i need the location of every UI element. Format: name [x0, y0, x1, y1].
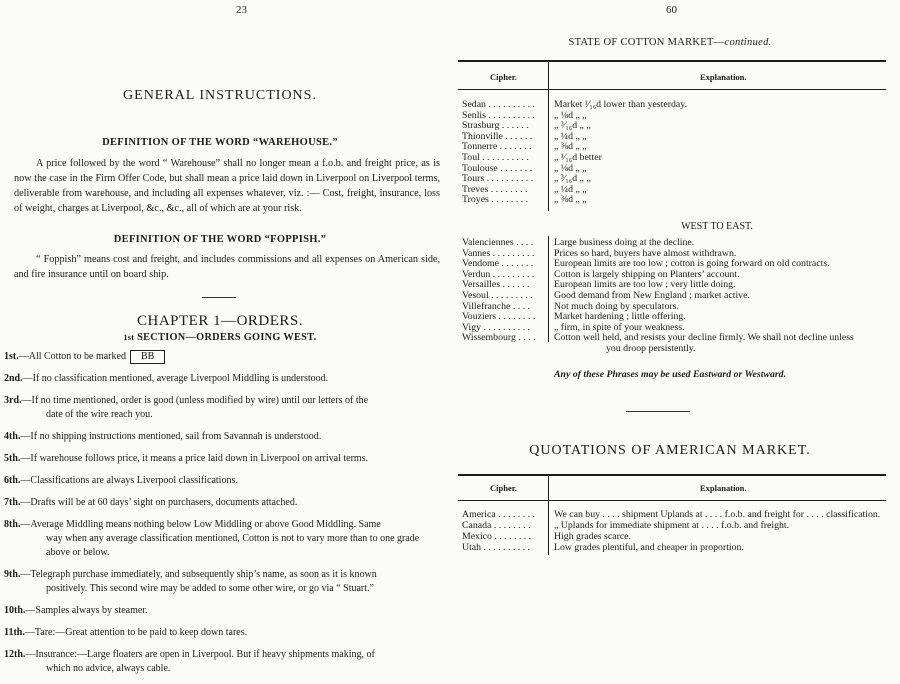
cipher-word: Toul . . . . . . . . . . — [462, 152, 529, 163]
cipher-word: Verdun . . . . . . . . . — [462, 269, 535, 280]
explanation-text: Low grades plentiful, and cheaper in proportion. — [554, 542, 744, 553]
cipher-word: Utah . . . . . . . . . . — [462, 542, 531, 553]
explanation-cell — [548, 121, 882, 132]
general-instructions-title: GENERAL INSTRUCTIONS. — [123, 88, 317, 103]
section-prefix: 1st — [123, 333, 135, 342]
explanation-text: European limits are too low ; cotton is going forward on old contracts. — [554, 258, 830, 270]
west-to-east-heading: WEST TO EAST. — [681, 221, 753, 232]
explanation-cell — [548, 132, 882, 143]
order-number: 2nd. — [4, 373, 23, 384]
quote-header-rule — [458, 500, 886, 501]
table-header-rule — [458, 89, 886, 90]
page-number-right: 60 — [666, 4, 677, 16]
explanation-text: Cotton is largely shipping on Planters’ account. — [554, 268, 740, 280]
explanation-text: Cotton well held, and resists your decline firmly. We shall not decline unless — [554, 332, 854, 344]
cipher-word: Tonnerre . . . . . . . — [462, 142, 532, 153]
section-rest: SECTION—ORDERS GOING WEST. — [134, 332, 317, 343]
warehouse-text: A price followed by the word “ Warehouse” shall no longer mean a f.o.b. and freight price, as is now the case in the Firm Offer Code, but shall mean a price laid down in Liverpool on Liverpool terms, deliverable from warehouse, and including all expenses whatever, viz. :— Cost, freight, insurance, loss of weight, charges at Liverpool, &c., &c., all of which are at your risk. — [14, 158, 440, 214]
cipher-word: Sedan . . . . . . . . . . — [462, 100, 535, 110]
explanation-cell — [548, 185, 882, 196]
market-row — [462, 195, 882, 206]
explanation-cell — [548, 111, 882, 122]
explanation-text: Market ¹⁄₁₆d lower than yesterday. — [554, 99, 687, 110]
order-text-continued: way when any average classification mentioned, Cotton is not to vary more than to one grade above or below. — [46, 533, 420, 558]
order-text: —Average Middling means nothing below Low Middling or above Good Middling. Same — [20, 519, 381, 530]
explanation-text: „ ⅜d „ „ — [554, 141, 587, 153]
market-row — [462, 164, 882, 175]
order-text: —Telegraph purchase immediately, and subsequently ship’s name, as soon as it is known — [20, 569, 377, 580]
cipher-word: Versailles . . . . . . — [462, 280, 530, 291]
cipher-word: Vouziers . . . . . . . . — [462, 312, 536, 323]
quote-header-explanation: Explanation. — [700, 483, 747, 493]
explanation-text: Market hardening ; little offering. — [554, 311, 686, 323]
warehouse-heading: DEFINITION OF THE WORD “WAREHOUSE.” — [102, 137, 338, 148]
state-market-heading — [452, 37, 888, 48]
cipher-word: Mexico . . . . . . . . — [462, 531, 532, 542]
order-item — [4, 568, 444, 596]
explanation-cell — [548, 174, 882, 185]
cipher-word: Vendome . . . . . . . — [462, 259, 534, 270]
order-item — [4, 648, 444, 676]
explanation-text: Prices so hard, buyers have almost withdrawn. — [554, 247, 737, 259]
cipher-word: Wissembourg . . . . — [462, 333, 536, 344]
cipher-word: Troyes . . . . . . . . — [462, 195, 529, 206]
quote-table-top-rule — [458, 474, 886, 476]
order-number: 1st. — [4, 351, 19, 362]
explanation-text: „ ¹⁄₁₆d better — [554, 151, 602, 163]
order-text: —Classifications are always Liverpool classifications. — [20, 475, 238, 486]
order-text: —Tare:—Great attention to be paid to keep down tares. — [24, 627, 248, 638]
order-number: 5th. — [4, 453, 21, 464]
cipher-word: Senlis . . . . . . . . . . — [462, 110, 535, 121]
order-text-continued: positively. This second wire may be added to some other wire, or go via “ Stuart.” — [46, 583, 374, 594]
order-number: 11th. — [4, 627, 25, 638]
order-text: —Samples always by steamer. — [25, 605, 148, 616]
cipher-word: Strasburg . . . . . . — [462, 121, 529, 132]
order-item — [4, 518, 444, 560]
quote-row — [462, 520, 886, 531]
cipher-word: Vesoul . . . . . . . . . — [462, 290, 533, 301]
column-header-cipher: Cipher. — [490, 72, 517, 82]
foppish-text: “ Foppish” means cost and freight, and includes commissions and all expenses on American side, and fire insurance until on board ship. — [14, 254, 440, 280]
order-item — [4, 496, 444, 510]
quote-rows — [462, 509, 886, 553]
explanation-text: Large business doing at the decline. — [554, 237, 695, 248]
phrase-note: Any of these Phrases may be used Eastward or Westward. — [553, 369, 787, 380]
explanation-cell — [548, 509, 886, 520]
table-top-rule — [458, 60, 886, 62]
warehouse-paragraph — [14, 156, 440, 216]
cotton-marking-box: BB — [130, 350, 165, 364]
order-item — [4, 474, 444, 488]
column-header-explanation: Explanation. — [700, 72, 747, 82]
order-text: —All Cotton to be marked — [18, 351, 126, 362]
foppish-paragraph — [14, 252, 440, 282]
cipher-word: Vannes . . . . . . . . . — [462, 248, 535, 259]
order-number: 8th. — [4, 519, 21, 530]
order-number: 6th. — [4, 475, 21, 486]
market-row — [462, 174, 882, 185]
explanation-text: We can buy . . . . shipment Uplands at . . . . f.o.b. and freight for . . . . classification. — [554, 509, 881, 520]
explanation-text: Not much doing by speculators. — [554, 300, 679, 312]
explanation-text: „ firm, in spite of your weakness. — [554, 321, 685, 333]
order-item — [4, 430, 444, 444]
explanation-cell — [548, 333, 882, 354]
left-page — [0, 0, 452, 674]
state-heading-main: STATE OF COTTON MARKET— — [568, 37, 725, 48]
market-row — [462, 153, 882, 164]
explanation-cell — [548, 520, 886, 531]
section-title — [0, 332, 440, 343]
order-item — [4, 604, 444, 618]
order-text-continued: date of the wire reach you. — [46, 409, 153, 420]
order-number: 3rd. — [4, 395, 22, 406]
cipher-word: Canada . . . . . . . . — [462, 520, 531, 531]
order-text: —Drafts will be at 60 days’ sight on purchasers, documents attached. — [20, 497, 298, 508]
cipher-word: Toulouse . . . . . . . — [462, 163, 533, 174]
order-number: 10th. — [4, 605, 26, 616]
explanation-text: Good demand from New England ; market active. — [554, 289, 750, 301]
state-heading-continued: continued. — [724, 37, 772, 48]
explanation-cell — [548, 195, 882, 206]
order-text: —If warehouse follows price, it means a price laid down in Liverpool on arrival terms. — [20, 453, 369, 464]
cipher-word: Thionville . . . . . . — [462, 131, 533, 142]
cipher-word: Treves . . . . . . . . — [462, 184, 528, 195]
quote-header-cipher: Cipher. — [490, 483, 517, 493]
explanation-text: „ ³⁄₁₆d „ „ — [554, 120, 591, 132]
explanation-cell — [548, 164, 882, 175]
cipher-word: America . . . . . . . . — [462, 509, 535, 520]
order-number: 9th. — [4, 569, 21, 580]
west-row — [462, 333, 882, 354]
order-item — [4, 394, 444, 422]
explanation-text: High grades scarce. — [554, 531, 631, 542]
market-rows — [462, 100, 882, 206]
explanation-cell — [548, 153, 882, 164]
order-item — [4, 452, 444, 466]
explanation-text: „ ⅜d „ „ — [554, 194, 587, 206]
explanation-text: „ Uplands for immediate shipment at . . . . f.o.b. and freight. — [554, 520, 790, 531]
explanation-text: „ ⅛d „ „ — [554, 162, 587, 174]
market-row — [462, 132, 882, 143]
cipher-word: Villefranche . . . . — [462, 301, 530, 312]
market-row — [462, 121, 882, 132]
order-text: —If no shipping instructions mentioned, sail from Savannah is understood. — [20, 431, 322, 442]
explanation-text: „ ⅛d „ „ — [554, 109, 587, 121]
explanation-text: „ ³⁄₁₆d „ „ — [554, 173, 591, 185]
page-number-left: 23 — [236, 4, 247, 16]
order-text-continued: which no advice, always cable. — [46, 663, 171, 674]
order-item — [4, 372, 444, 386]
explanation-text: „ ¼d „ „ — [554, 130, 587, 142]
orders-list — [4, 350, 444, 684]
order-text: —If no time mentioned, order is good (unless modified by wire) until our letters of the — [21, 395, 369, 406]
cipher-word: Tours . . . . . . . . . . — [462, 174, 534, 185]
quote-row — [462, 509, 886, 520]
market-row — [462, 111, 882, 122]
order-number: 4th. — [4, 431, 21, 442]
market-row — [462, 185, 882, 196]
order-item — [4, 350, 444, 364]
market-row — [462, 100, 882, 111]
order-text: —Insurance:—Large floaters are open in Liverpool. But if heavy shipments making, of — [25, 649, 375, 660]
quote-row — [462, 531, 886, 542]
market-row — [462, 142, 882, 153]
right-divider-rule — [626, 411, 690, 412]
order-number: 7th. — [4, 497, 21, 508]
explanation-text: „ ¼d „ „ — [554, 183, 587, 195]
cipher-word: Valenciennes . . . . — [462, 238, 534, 248]
right-page — [452, 0, 900, 638]
explanation-cell — [548, 100, 882, 111]
order-text: —If no classification mentioned, average Liverpool Middling is understood. — [22, 373, 329, 384]
cipher-word: Vigy . . . . . . . . . . — [462, 322, 530, 333]
explanation-cell — [548, 542, 886, 553]
explanation-text: European limits are too low ; very little doing. — [554, 279, 736, 291]
order-number: 12th. — [4, 649, 26, 660]
foppish-heading: DEFINITION OF THE WORD “FOPPISH.” — [113, 234, 327, 245]
explanation-cell — [548, 531, 886, 542]
explanation-continued: you droop persistently. — [606, 342, 696, 354]
divider-rule — [202, 297, 236, 298]
chapter-title: CHAPTER 1—ORDERS. — [136, 313, 304, 329]
west-rows — [462, 238, 882, 355]
quote-row — [462, 542, 886, 553]
quotations-title: QUOTATIONS OF AMERICAN MARKET. — [529, 443, 811, 458]
